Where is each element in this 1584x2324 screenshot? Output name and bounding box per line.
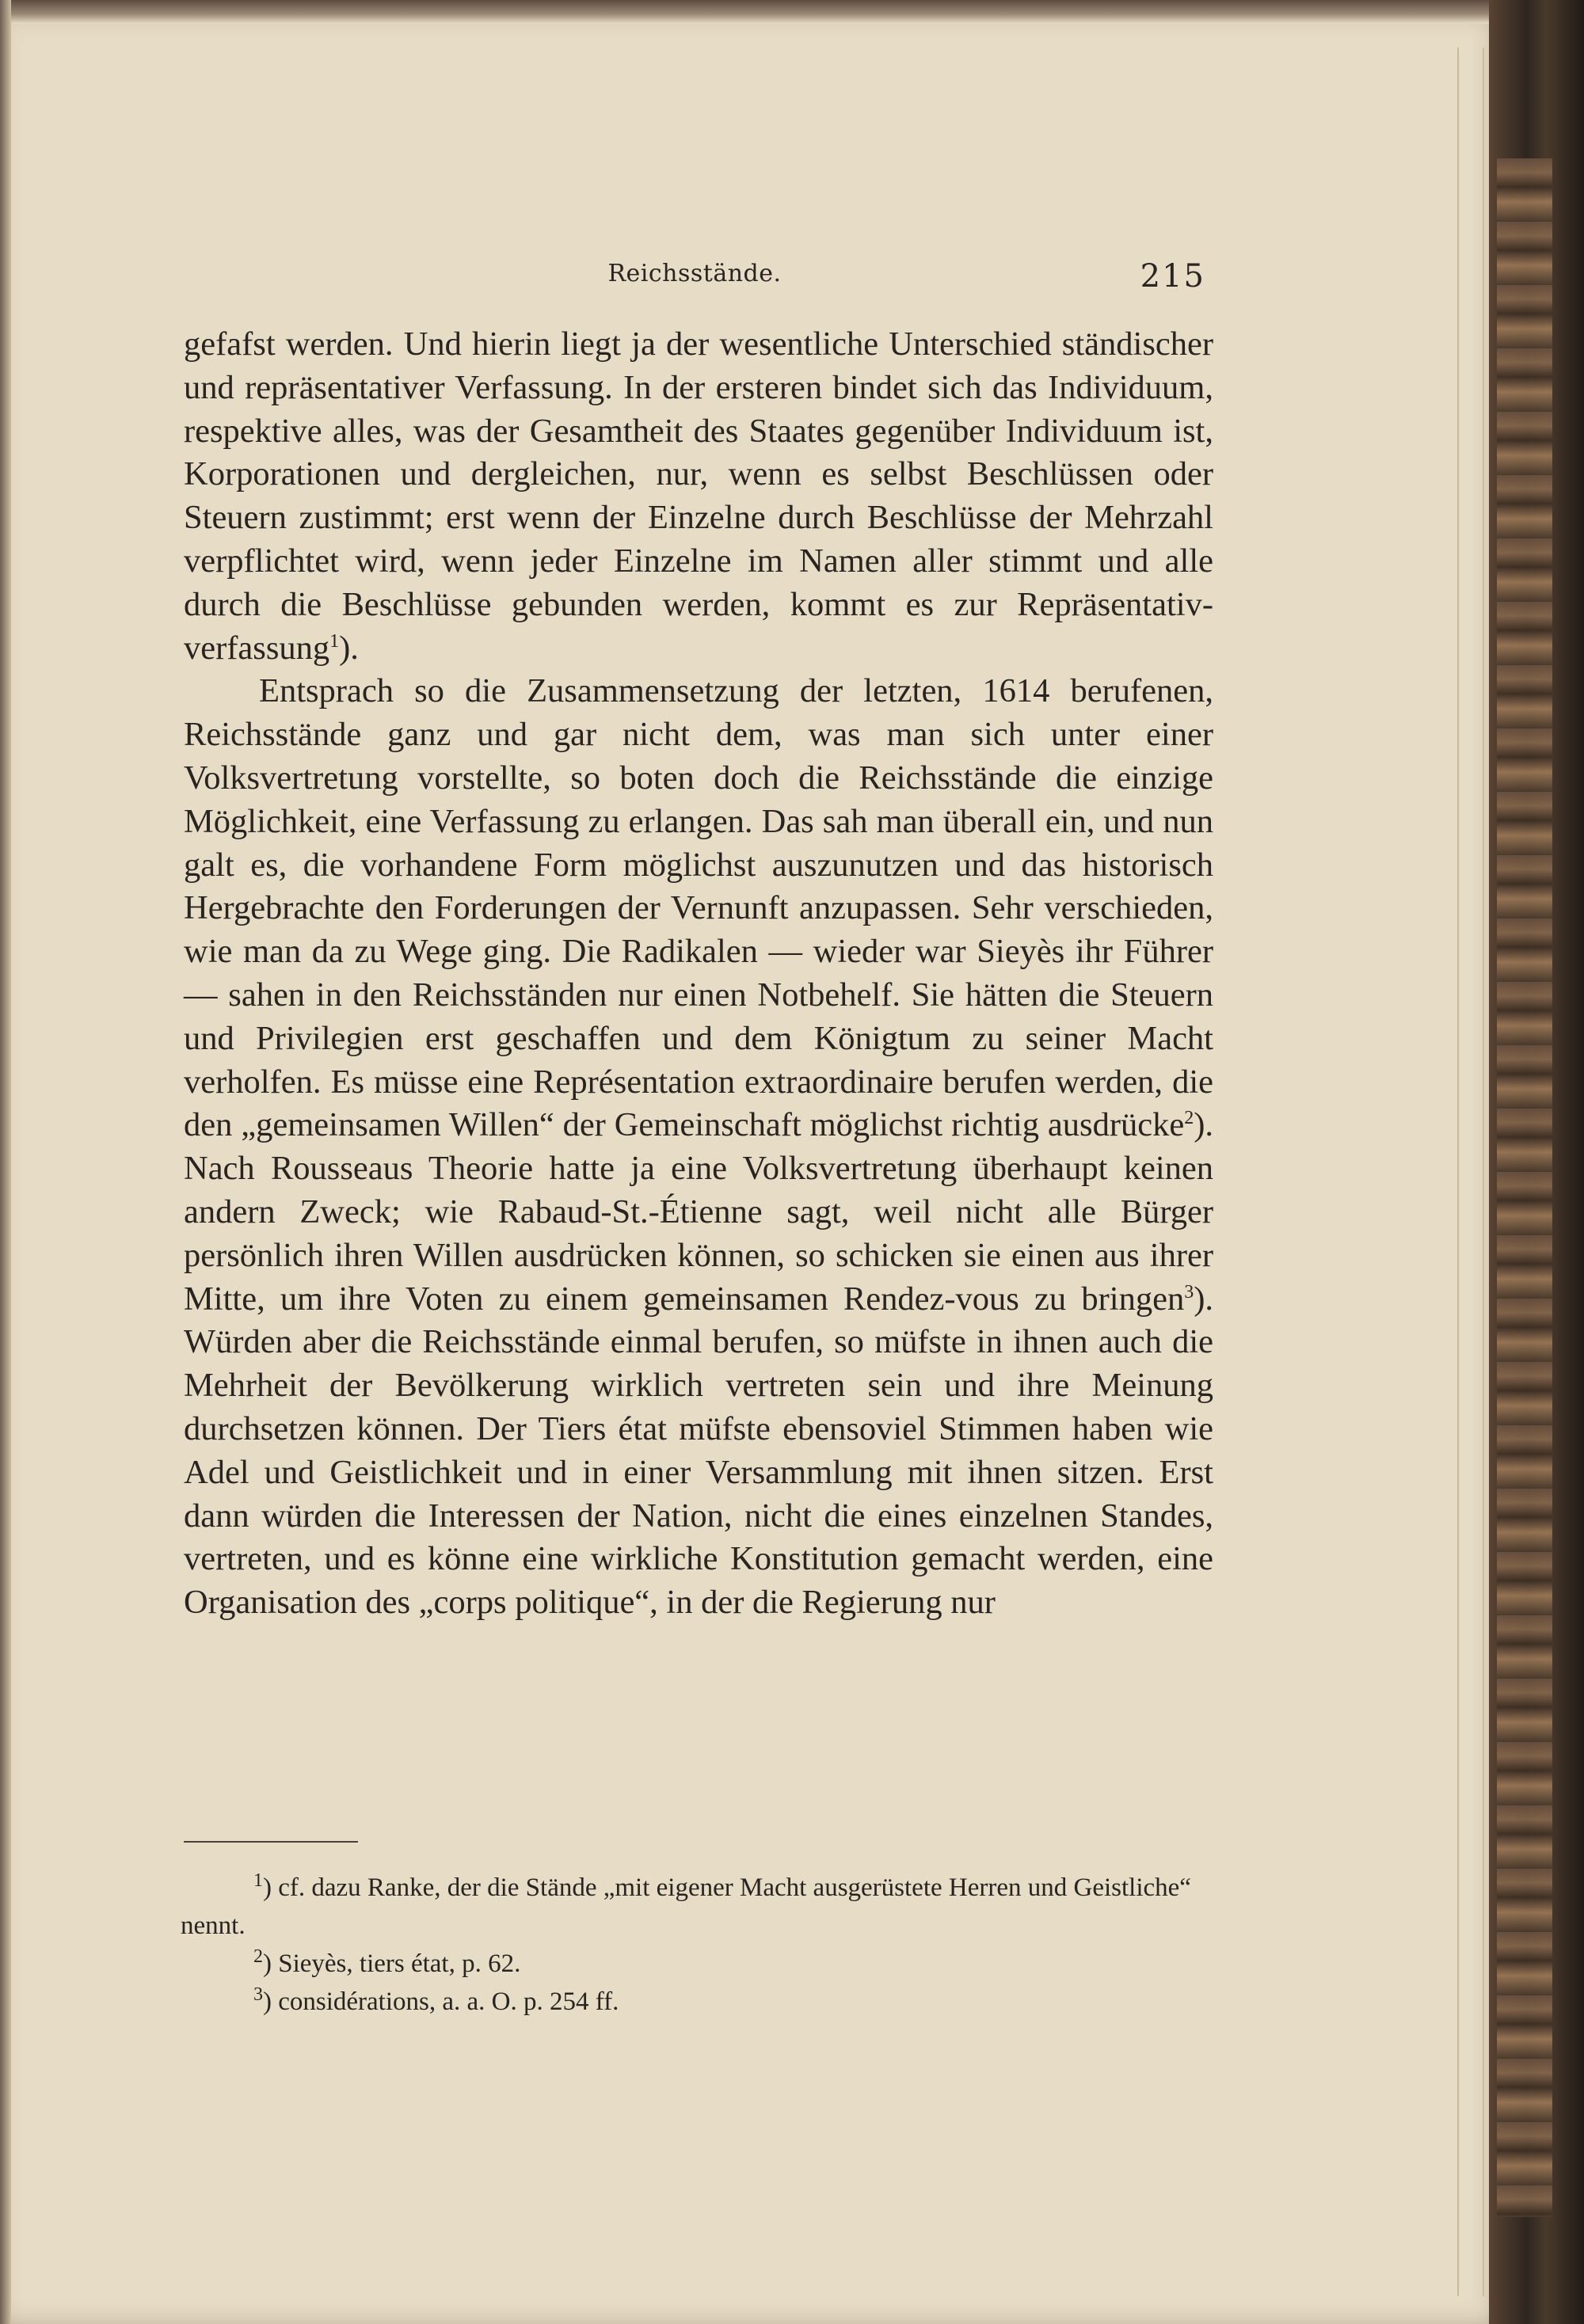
paragraph-1-text: gefafst werden. Und hierin liegt ja der wesentliche Unterschied ständischer und repräsentativer Verfassung. In der ersteren bindet sich das Individuum, respektive alles, was der Gesamtheit des Staates gegenüber Individuum ist, Korporationen und dergleichen, nur, wenn es selbst Beschlüssen oder Steuern zustimmt; erst wenn der Einzelne durch Beschlüsse der Mehrzahl verpflichtet wird, wenn jeder Einzelne im Namen aller stimmt und alle durch die Beschlüsse gebunden werden, kommt es zur Repräsentativ-verfassung — [184, 325, 1213, 667]
page-header — [184, 252, 1205, 299]
paragraph-1 — [184, 323, 1213, 670]
footnote-2-text: ) Sieyès, tiers état, p. 62. — [263, 1949, 521, 1978]
footnote-mark-3: 3 — [253, 1984, 263, 2005]
footnote-mark-2: 2 — [253, 1946, 263, 1967]
paragraph-2 — [184, 670, 1213, 1625]
footnote-2 — [181, 1945, 1210, 1983]
footnote-rule — [184, 1841, 358, 1843]
marbled-cover — [1497, 158, 1552, 2217]
main-text — [184, 323, 1213, 1625]
footnote-3 — [181, 1983, 1210, 2021]
footnote-ref-3: 3 — [1184, 1281, 1194, 1303]
paragraph-2-text-c: ). Würden aber die Reichsstände einmal berufen, so müfste in ihnen auch die Mehrheit der Bevölkerung wirklich vertreten sein und ihre Meinung durchsetzen können. Der Tiers état müfste ebensoviel Stimmen haben wie Adel und Geistlichkeit und in einer Versammlung mit ihnen sitzen. Erst dann würden die Interessen der Nation, nicht die eines einzelnen Standes, vertreten, und es könne eine wirkliche Konstitution gemacht werden, eine Organisation des „corps politique“, in der die Regierung nur — [184, 1280, 1213, 1622]
footnote-3-text: ) considérations, a. a. O. p. 254 ff. — [263, 1987, 619, 2016]
footnote-1 — [181, 1869, 1210, 1945]
paragraph-1-end: ). — [339, 629, 359, 667]
footnote-mark-1: 1 — [253, 1870, 263, 1891]
paragraph-2-text-b: ). Nach Rousseaus Theorie hatte ja eine Volksvertretung überhaupt keinen andern Zweck; wie Rabaud-St.-Étienne sagt, weil nicht alle Bürger persönlich ihren Willen ausdrücken können, so schicken sie einen aus ihrer Mitte, um ihre Voten zu einem gemeinsamen Rendez-vous zu bringen — [184, 1106, 1213, 1318]
page-number: 215 — [1140, 258, 1205, 295]
page-left-edge — [0, 0, 11, 2324]
footnote-ref-2: 2 — [1184, 1108, 1194, 1129]
footnote-ref-1: 1 — [329, 630, 340, 652]
paragraph-2-text-a: Entsprach so die Zusammensetzung der letzten, 1614 berufenen, Reichsstände ganz und gar nicht dem, was man sich unter einer Volksvertretung vorstellte, so boten doch die Reichsstände die einzige Möglichkeit, eine Verfassung zu erlangen. Das sah man überall ein, und nun galt es, die vorhandene Form möglichst auszunutzen und das historisch Hergebrachte den Forderungen der Vernunft anzupassen. Sehr verschieden, wie man da zu Wege ging. Die Radikalen — wieder war Sieyès ihr Führer — sahen in den Reichsständen nur einen Notbehelf. Sie hätten die Steuern und Privilegien erst geschaffen und dem Königtum zu seiner Macht verholfen. Es müsse eine Représentation extraordinaire berufen werden, die den „gemeinsamen Willen“ der Gemeinschaft möglichst richtig ausdrücke — [184, 672, 1213, 1144]
running-title: Reichsstände. — [607, 260, 782, 287]
book-cover-edge — [1489, 0, 1584, 2324]
footnotes — [181, 1869, 1210, 2021]
footnote-1-text: ) cf. dazu Ranke, der die Stände „mit eigener Macht ausgerüstete Herren und Geistliche“ nennt. — [181, 1873, 1191, 1940]
page-stack-edge — [1457, 48, 1484, 2296]
page-top-shadow — [0, 0, 1509, 24]
